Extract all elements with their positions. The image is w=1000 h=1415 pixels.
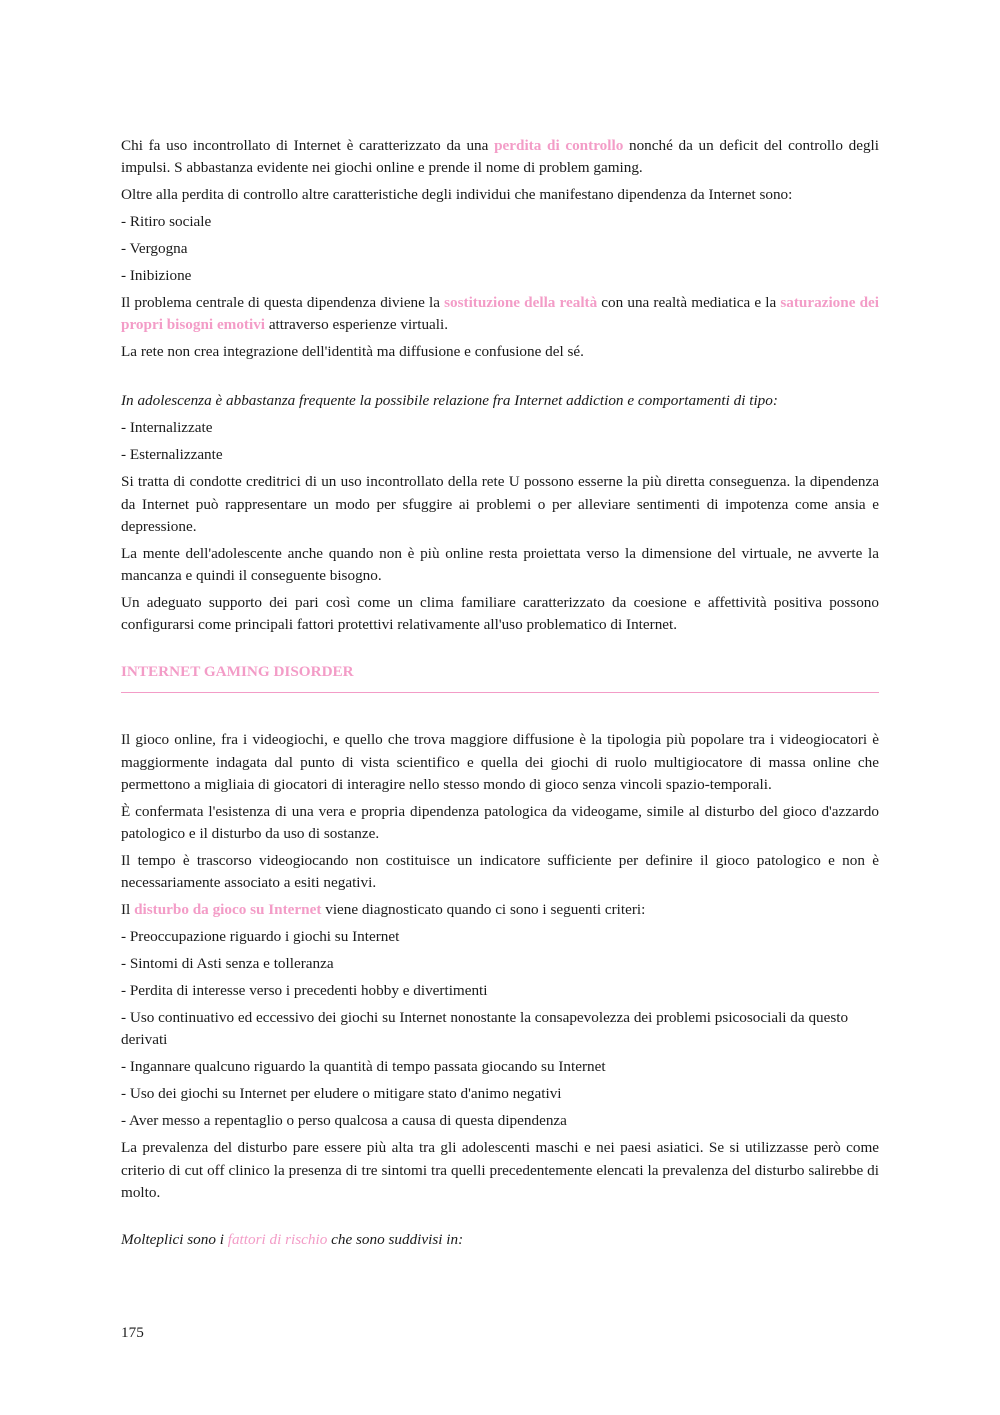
list-item: - Perdita di interesse verso i precedenti hobby e divertimenti (121, 982, 488, 1000)
paragraph (121, 292, 879, 336)
highlight-term: perdita di controllo (494, 137, 624, 154)
paragraph: Un adeguato supporto dei pari così come un clima familiare caratterizzato da coesione e affettività positiva possono configurarsi come principali fattori protettivi relativamente all'uso problematico di Internet. (121, 594, 879, 634)
italic-intro (121, 1229, 879, 1251)
paragraph: È confermata l'esistenza di una vera e propria dipendenza patologica da videogame, simile al disturbo del gioco d'azzardo patologico e il disturbo da uso di sostanze. (121, 802, 879, 843)
page-body (121, 135, 879, 1256)
text-run: Il problema centrale di questa dipendenza diviene la (121, 294, 445, 312)
paragraph: Oltre alla perdita di controllo altre caratteristiche degli individui che manifestano dipendenza da Internet sono: (121, 186, 793, 204)
list-item: - Esternalizzante (121, 446, 223, 464)
paragraph: La prevalenza del disturbo pare essere più alta tra gli adolescenti maschi e nei paesi asiatici. Se si utilizzasse però come criterio di cut off clinico la presenza di tre sintomi tra quelli precedentemente elencati la prevalenza del disturbo salirebbe di molto. (121, 1139, 879, 1201)
paragraph: Il gioco online, fra i videogiochi, e quello che trova maggiore diffusione è la tipologia più popolare tra i videogiocatori è maggiormente indagata dal punto di vista scientifico e quella dei giochi di ruolo multigiocatore di massa online che permettono a migliaia di giocatori di interagire nello stesso mondo di gioco senza vincoli spazio-temporali. (121, 731, 879, 793)
list-item: - Ingannare qualcuno riguardo la quantità di tempo passata giocando su Internet (121, 1058, 606, 1076)
page-number: 175 (121, 1324, 144, 1341)
paragraph: La rete non crea integrazione dell'identità ma diffusione e confusione del sé. (121, 343, 584, 361)
highlight-term: disturbo da gioco su Internet (134, 901, 322, 919)
list-item: - Vergogna (121, 240, 188, 258)
text-run: Il (121, 901, 135, 919)
text-run: attraverso esperienze virtuali. (265, 316, 449, 334)
highlight-term: saturazione dei propri bisogni emotivi (121, 294, 879, 334)
italic-intro: In adolescenza è abbastanza frequente la possibile relazione fra Internet addiction e comportamenti di tipo: (121, 392, 778, 410)
text-run: Molteplici sono i (121, 1230, 228, 1248)
paragraph (121, 899, 879, 921)
highlight-term: sostituzione della realtà (444, 294, 598, 312)
list-item: - Sintomi di Asti senza e tolleranza (121, 955, 334, 973)
paragraph: Si tratta di condotte creditrici di un uso incontrollato della rete U possono esserne la più diretta conseguenza. la dipendenza da Internet può rappresentare un modo per sfuggire ai problemi o per alleviare sentimenti di impotenza come ansia e depressione. (121, 473, 879, 535)
list-item: - Uso dei giochi su Internet per eludere o mitigare stato d'animo negativi (121, 1085, 562, 1103)
text-run: viene diagnosticato quando ci sono i seguenti criteri: (321, 901, 646, 919)
text-run: che sono suddivisi in: (327, 1230, 464, 1248)
text-run: con una realtà mediatica e la (597, 294, 781, 312)
highlight-term: fattori di rischio (227, 1230, 328, 1248)
section-heading: INTERNET GAMING DISORDER (121, 661, 879, 693)
list-item: - Ritiro sociale (121, 213, 212, 231)
paragraph: La mente dell'adolescente anche quando non è più online resta proiettata verso la dimensione del virtuale, ne avverte la mancanza e quindi il conseguente bisogno. (121, 544, 879, 585)
paragraph (121, 135, 879, 179)
list-item: - Aver messo a repentaglio o perso qualcosa a causa di questa dipendenza (121, 1112, 567, 1130)
paragraph: Il tempo è trascorso videogiocando non costituisce un indicatore sufficiente per definire il gioco patologico e non è necessariamente associato a esiti negativi. (121, 852, 879, 892)
list-item: - Internalizzate (121, 419, 213, 437)
text-run: Chi fa uso incontrollato di Internet è caratterizzato da una (121, 137, 495, 154)
list-item: - Preoccupazione riguardo i giochi su Internet (121, 928, 400, 946)
list-item: - Uso continuativo ed eccessivo dei giochi su Internet nonostante la consapevolezza dei problemi psicosociali da questo derivati (121, 1009, 849, 1049)
list-item: - Inibizione (121, 267, 192, 285)
text-run: nonché da un deficit del controllo degli impulsi. S abbastanza evidente nei giochi online e prende il nome di problem gaming. (121, 137, 879, 177)
